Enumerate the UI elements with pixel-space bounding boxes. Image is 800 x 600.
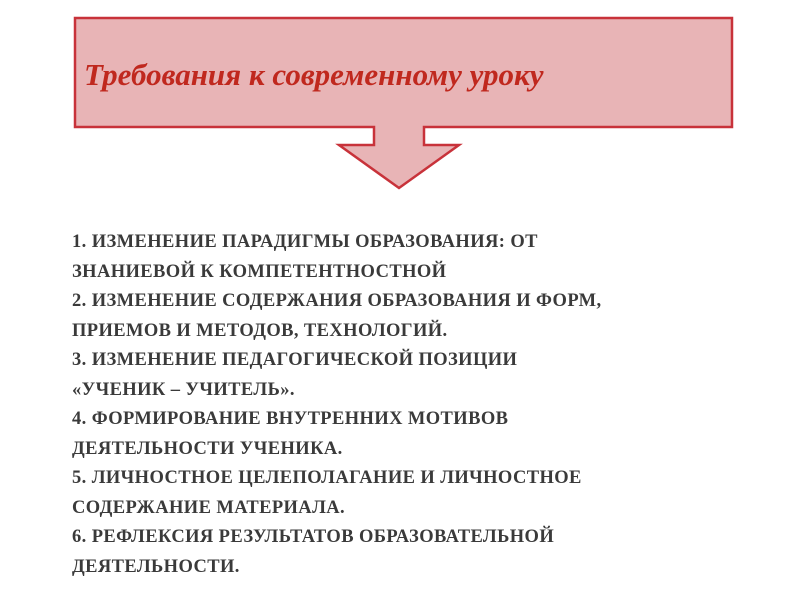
list-item: 4. ФОРМИРОВАНИЕ ВНУТРЕННИХ МОТИВОВ [72, 409, 509, 429]
list-item: «УЧЕНИК – УЧИТЕЛЬ». [72, 379, 295, 400]
arrow-callout-shape [0, 0, 800, 200]
list-item: ПРИЕМОВ И МЕТОДОВ, ТЕХНОЛОГИЙ. [72, 320, 448, 341]
list-item: 3. ИЗМЕНЕНИЕ ПЕДАГОГИЧЕСКОЙ ПОЗИЦИИ [72, 350, 518, 370]
list-item: 1. ИЗМЕНЕНИЕ ПАРАДИГМЫ ОБРАЗОВАНИЯ: ОТ [72, 232, 538, 252]
list-item: ДЕЯТЕЛЬНОСТИ УЧЕНИКА. [72, 438, 343, 459]
callout-box [75, 18, 732, 188]
list-item: СОДЕРЖАНИЕ МАТЕРИАЛА. [72, 497, 346, 518]
list-item: ЗНАНИЕВОЙ К КОМПЕТЕНТНОСТНОЙ [72, 261, 447, 282]
list-item: 2. ИЗМЕНЕНИЕ СОДЕРЖАНИЯ ОБРАЗОВАНИЯ И ФОРМ, [72, 291, 602, 311]
slide-title: Требования к современному уроку [84, 57, 544, 92]
list-item: 5. ЛИЧНОСТНОЕ ЦЕЛЕПОЛАГАНИЕ И ЛИЧНОСТНОЕ [72, 468, 582, 488]
list-item: ДЕЯТЕЛЬНОСТИ. [72, 556, 240, 577]
requirements-list [72, 228, 782, 582]
list-item: 6. РЕФЛЕКСИЯ РЕЗУЛЬТАТОВ ОБРАЗОВАТЕЛЬНОЙ [72, 527, 555, 547]
